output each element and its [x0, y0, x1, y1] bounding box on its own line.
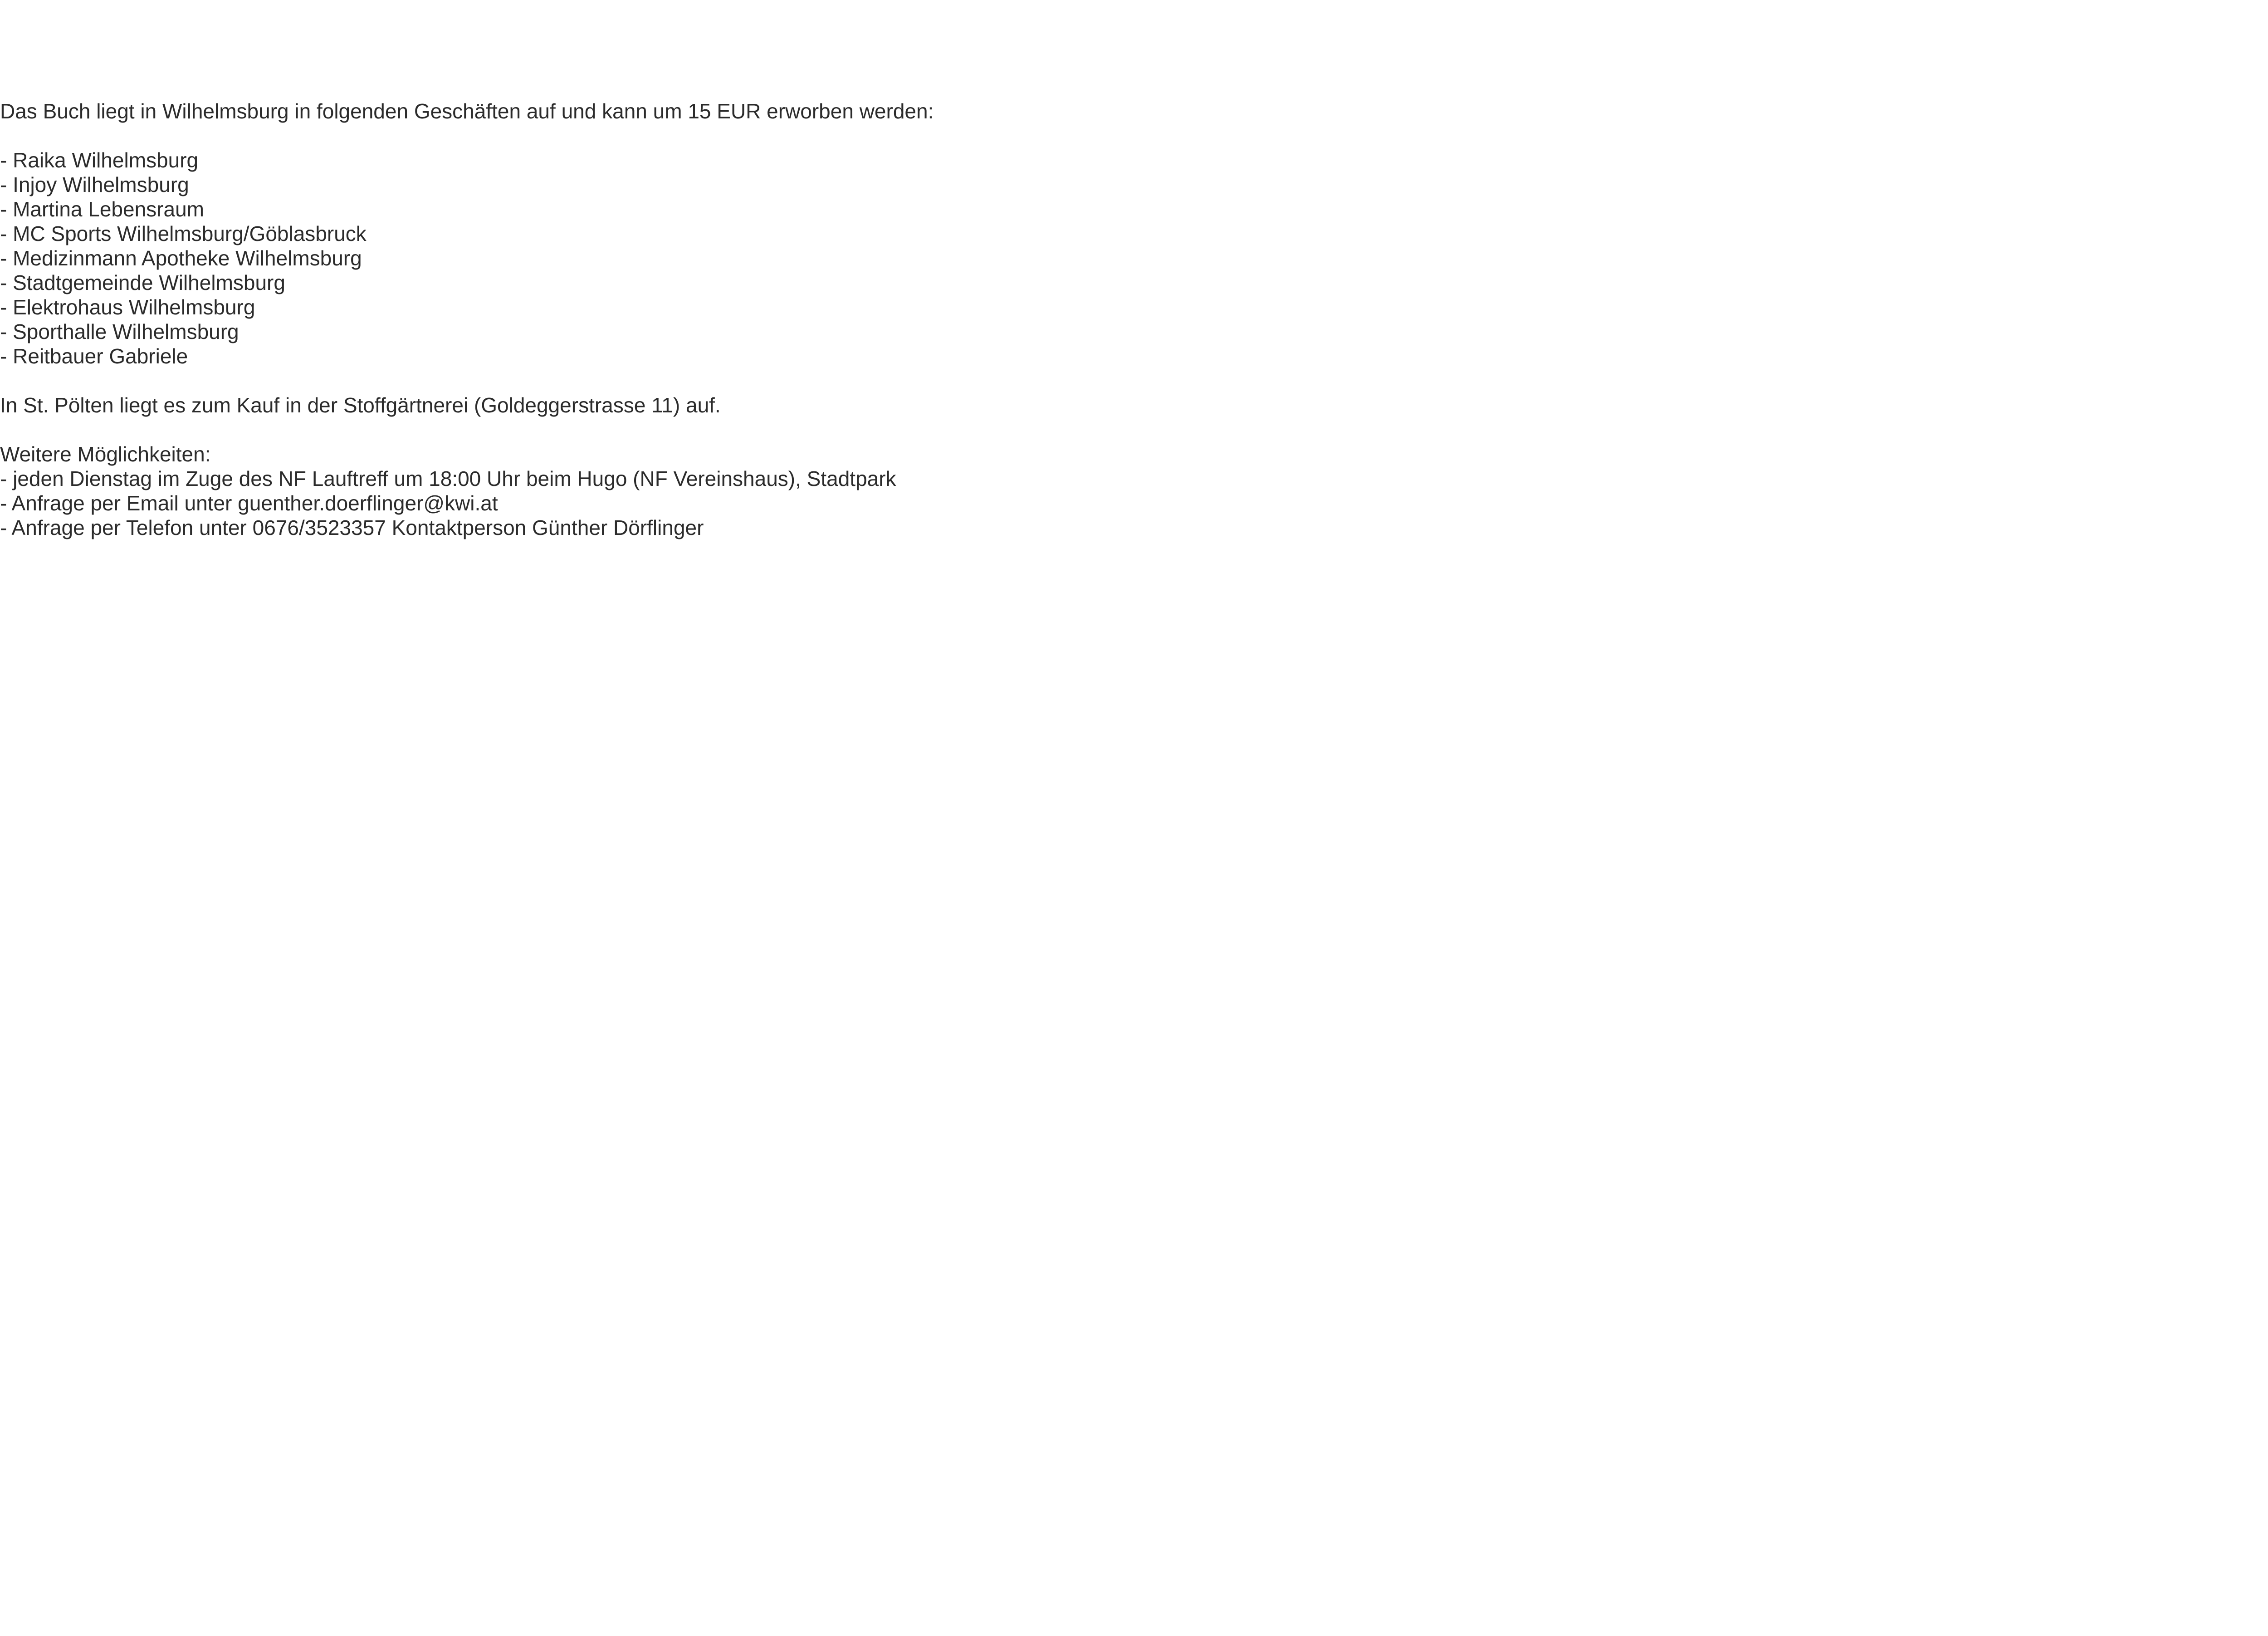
shop-item: - Sporthalle Wilhelmsburg: [0, 320, 239, 343]
shop-item: - Reitbauer Gabriele: [0, 344, 188, 368]
stpoelten-text: In St. Pölten liegt es zum Kauf in der Stoffgärtnerei (Goldeggerstrasse 11) auf.: [0, 393, 721, 417]
shop-item: - Medizinmann Apotheke Wilhelmsburg: [0, 246, 362, 270]
shop-item: - Stadtgemeinde Wilhelmsburg: [0, 271, 285, 294]
shop-item: - Martina Lebensraum: [0, 197, 204, 221]
more-item: - Anfrage per Email unter guenther.doerflinger@kwi.at: [0, 491, 498, 515]
left-info-text: [0, 99, 2177, 540]
more-item: - jeden Dienstag im Zuge des NF Lauftreff um 18:00 Uhr beim Hugo (NF Vereinshaus), Stadtpark: [0, 467, 896, 490]
intro-text: Das Buch liegt in Wilhelmsburg in folgenden Geschäften auf und kann um 15 EUR erworben werden:: [0, 99, 934, 123]
shop-item: - Raika Wilhelmsburg: [0, 148, 199, 172]
shop-item: - Elektrohaus Wilhelmsburg: [0, 295, 255, 319]
more-title: Weitere Möglichkeiten:: [0, 442, 211, 466]
shop-item: - Injoy Wilhelmsburg: [0, 173, 189, 196]
shop-item: - MC Sports Wilhelmsburg/Göblasbruck: [0, 222, 367, 245]
more-item: - Anfrage per Telefon unter 0676/3523357 Kontaktperson Günther Dörflinger: [0, 516, 704, 539]
